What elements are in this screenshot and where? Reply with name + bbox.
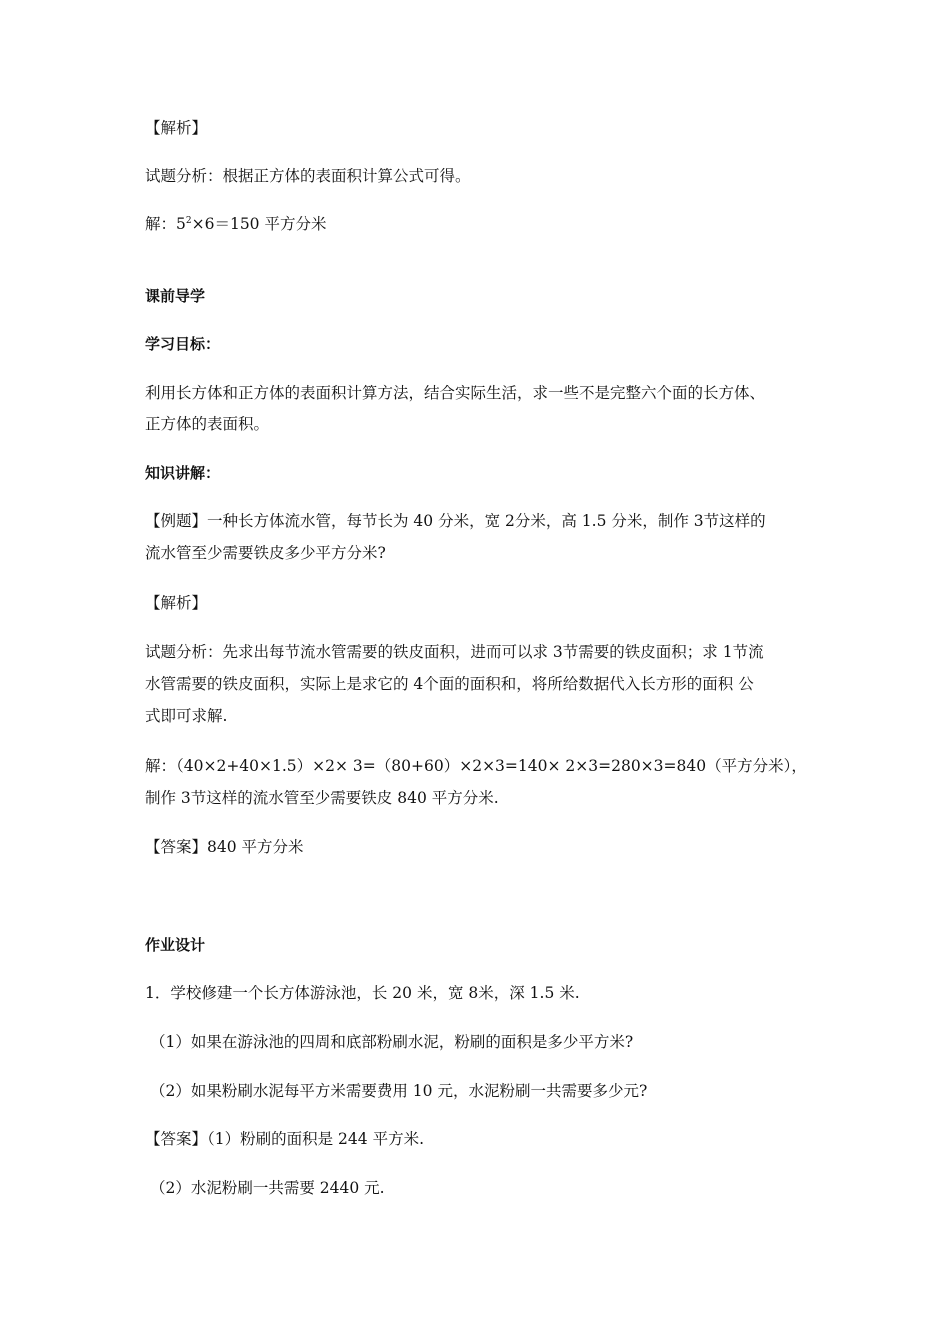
solution-exponent: 2 bbox=[185, 216, 192, 226]
example-line2: 流水管至少需要铁皮多少平方分米? bbox=[145, 544, 386, 562]
example-solution-line1: 解：（40×2+40×1.5）×2× 3=（80+60）×2×3=140× 2×3=280×3=840（平方分米）， bbox=[145, 757, 807, 775]
solution-suffix: ×6＝150 平方分米 bbox=[191, 215, 327, 233]
example-solution-line2: 制作 3节这样的流水管至少需要铁皮 840 平方分米. bbox=[145, 789, 499, 807]
homework-answer-label: 【答案】 bbox=[145, 1130, 208, 1148]
knowledge-heading: 知识讲解： bbox=[145, 464, 221, 482]
example-analysis-line3: 式即可求解. bbox=[145, 707, 228, 725]
homework-question-1-part1: （1）如果在游泳池的四周和底部粉刷水泥，粉刷的面积是多少平方米? bbox=[150, 1033, 634, 1051]
analysis-text: 试题分析：根据正方体的表面积计算公式可得。 bbox=[145, 167, 471, 185]
example-analysis-heading: 【解析】 bbox=[145, 594, 208, 612]
example-line1: 【例题】一种长方体流水管，每节长为 40 分米，宽 2分米，高 1.5 分米，制作 3节这样的 bbox=[145, 512, 766, 530]
goal-text-line2: 正方体的表面积。 bbox=[145, 415, 270, 433]
solution-prefix: 解：5 bbox=[145, 215, 186, 233]
homework-answer-part1: （1）粉刷的面积是 244 平方米. bbox=[207, 1130, 424, 1148]
solution-text bbox=[145, 214, 326, 234]
homework-answer bbox=[145, 1129, 424, 1149]
example-answer: 【答案】840 平方分米 bbox=[145, 838, 304, 856]
homework-question-1-part2: （2）如果粉刷水泥每平方米需要费用 10 元，水泥粉刷一共需要多少元? bbox=[150, 1082, 648, 1100]
section-heading-preview: 课前导学 bbox=[145, 287, 206, 305]
analysis-heading: 【解析】 bbox=[145, 119, 208, 137]
example-analysis-line1: 试题分析：先求出每节流水管需要的铁皮面积，进而可以求 3节需要的铁皮面积；求 1节流 bbox=[145, 643, 764, 661]
homework-question-1: 1．学校修建一个长方体游泳池，长 20 米，宽 8米，深 1.5 米. bbox=[145, 984, 580, 1002]
section-heading-homework: 作业设计 bbox=[145, 936, 206, 954]
goal-heading: 学习目标： bbox=[145, 335, 221, 353]
goal-text-line1: 利用长方体和正方体的表面积计算方法，结合实际生活，求一些不是完整六个面的长方体、 bbox=[145, 384, 766, 402]
example-analysis-line2: 水管需要的铁皮面积，实际上是求它的 4个面的面积和，将所给数据代入长方形的面积 公 bbox=[145, 675, 754, 693]
homework-answer-part2: （2）水泥粉刷一共需要 2440 元. bbox=[150, 1179, 385, 1197]
